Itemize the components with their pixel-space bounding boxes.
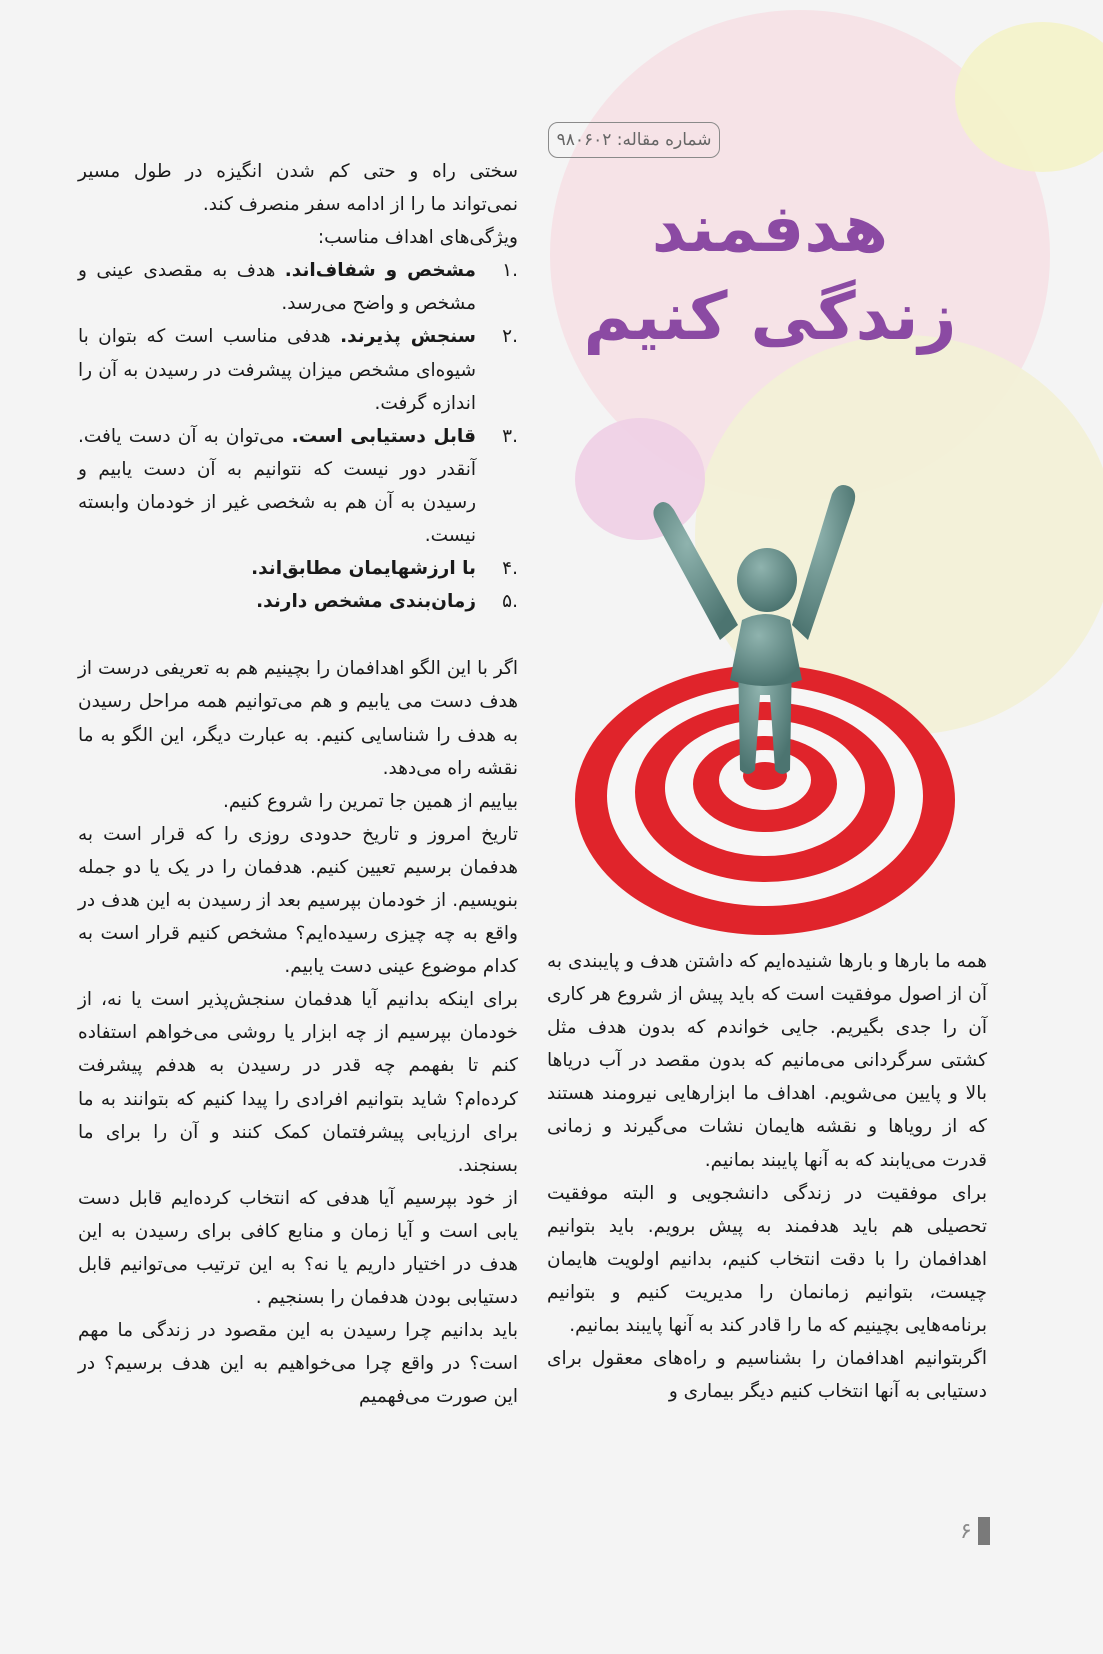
body-paragraph: برای موفقیت در زندگی دانشجویی و البته موفقیت تحصیلی هم باید هدفمند به پیش برویم. باید بتوانیم اهدافمان را با دقت انتخاب کنیم، بدانیم اولویت هایمان چیست، بتوانیم زمانمان را مدیریت کنیم و بتوانیم برنامه‌هایی بچینیم که ما را قادر کند به آنها پایبند بمانیم. xyxy=(547,1182,987,1337)
body-paragraph: از خود بپرسیم آیا هدفی که انتخاب کرده‌ایم قابل دست یابی است و آیا زمان و منابع کافی برای رسیدن به این هدف در اختیار داریم یا نه؟ به این ترتیب می‌توانیم قابل دستیابی بودن هدفمان را بسنجیم . xyxy=(78,1187,518,1309)
page-number-text: ۶ xyxy=(960,1518,972,1544)
article-title xyxy=(560,185,980,361)
body-paragraph: باید بدانیم چرا رسیدن به این مقصود در زندگی ما مهم است؟ در واقع چرا می‌خواهیم به این هدف برسیم؟ در این صورت می‌فهمیم xyxy=(78,1320,518,1408)
body-paragraph: برای اینکه بدانیم آیا هدفمان سنجش‌پذیر است یا نه، از خودمان بپرسیم از چه ابزار یا روشی می‌خواهم استفاده کنم تا بفهمم چه قدر در رسیدن به هدفم پیشرفت کرده‌ام؟ شاید بتوانیم افرادی را پیدا کنیم که بتوانند به ما برای ارزیابی پیشرفتمان کمک کنند و آن را برای ما بسنجند. xyxy=(78,989,518,1176)
figure-on-target-icon xyxy=(570,480,960,940)
list-item: .۴ با ارزشهایمان مطابق‌اند. xyxy=(251,558,518,580)
features-list xyxy=(78,254,518,618)
body-paragraph: بیاییم از همین جا تمرین را شروع کنیم. xyxy=(222,790,518,812)
title-line-1: هدفمند xyxy=(651,190,889,267)
left-column xyxy=(78,155,518,1413)
right-column xyxy=(547,945,987,1408)
list-item: .۳ قابل دستیابی است. می‌توان به آن دست یافت. آنقدر دور نیست که نتوانیم به آن دست یابیم و رسیدن به آن هم به شخصی غیر از خودمان وابسته نیست. xyxy=(78,425,518,547)
page-number xyxy=(960,1516,990,1546)
body-paragraph: تاریخ امروز و تاریخ حدودی روزی را که قرار است به هدفمان برسیم تعیین کنیم. هدفمان را در یک یا دو جمله بنویسیم. از خودمان بپرسیم بعد از رسیدن به این هدف در واقع به چه چیزی رسیده‌ایم؟ مشخص کنیم قرار است به کدام موضوع عینی دست یابیم. xyxy=(78,823,518,978)
body-paragraph: اگربتوانیم اهدافمان را بشناسیم و راه‌های معقول برای دستیابی به آنها انتخاب کنیم دیگر بیماری و xyxy=(547,1348,987,1403)
body-paragraph: همه ما بارها و بارها شنیده‌ایم که داشتن هدف و پایبندی به آن از اصول موفقیت است که باید پیش از شروع هر کاری آن را جدی بگیریم. جایی خواندم که بدون هدف مثل کشتی سرگردانی می‌مانیم که بدون مقصد در آب دریاها بالا و پایین می‌شویم. اهداف ما ابزارهایی نیرومند هستند که از رویاها و نقشه هایمان نشات می‌گیرند و زمانی قدرت می‌یابند که به آنها پایبند بمانیم. xyxy=(547,951,987,1171)
body-paragraph: اگر با این الگو اهدافمان را بچینیم هم به تعریفی درست از هدف دست می یابیم و هم می‌توانیم همه مراحل رسیدن به هدف را شناسایی کنیم. به عبارت دیگر، این الگو به ما نقشه راه می‌دهد. xyxy=(78,658,518,779)
list-item: .۱ مشخص و شفاف‌اند. هدف به مقصدی عینی و مشخص و واضح می‌رسد. xyxy=(78,260,518,315)
page-number-bar xyxy=(978,1517,990,1545)
list-item: .۵ زمان‌بندی مشخص دارند. xyxy=(256,591,518,613)
article-number-badge: شماره مقاله: ۹۸۰۶۰۲ xyxy=(548,122,720,158)
title-line-2: زندگی کنیم xyxy=(583,278,957,355)
intro-paragraph: سختی راه و حتی کم شدن انگیزه در طول مسیر نمی‌تواند ما را از ادامه سفر منصرف کند. xyxy=(78,161,518,216)
features-heading: ویژگی‌های اهداف مناسب: xyxy=(317,227,518,249)
list-item: .۲ سنجش پذیرند. هدفی مناسب است که بتوان با شیوه‌ای مشخص میزان پیشرفت در رسیدن به آن را اندازه گرفت. xyxy=(78,326,518,414)
